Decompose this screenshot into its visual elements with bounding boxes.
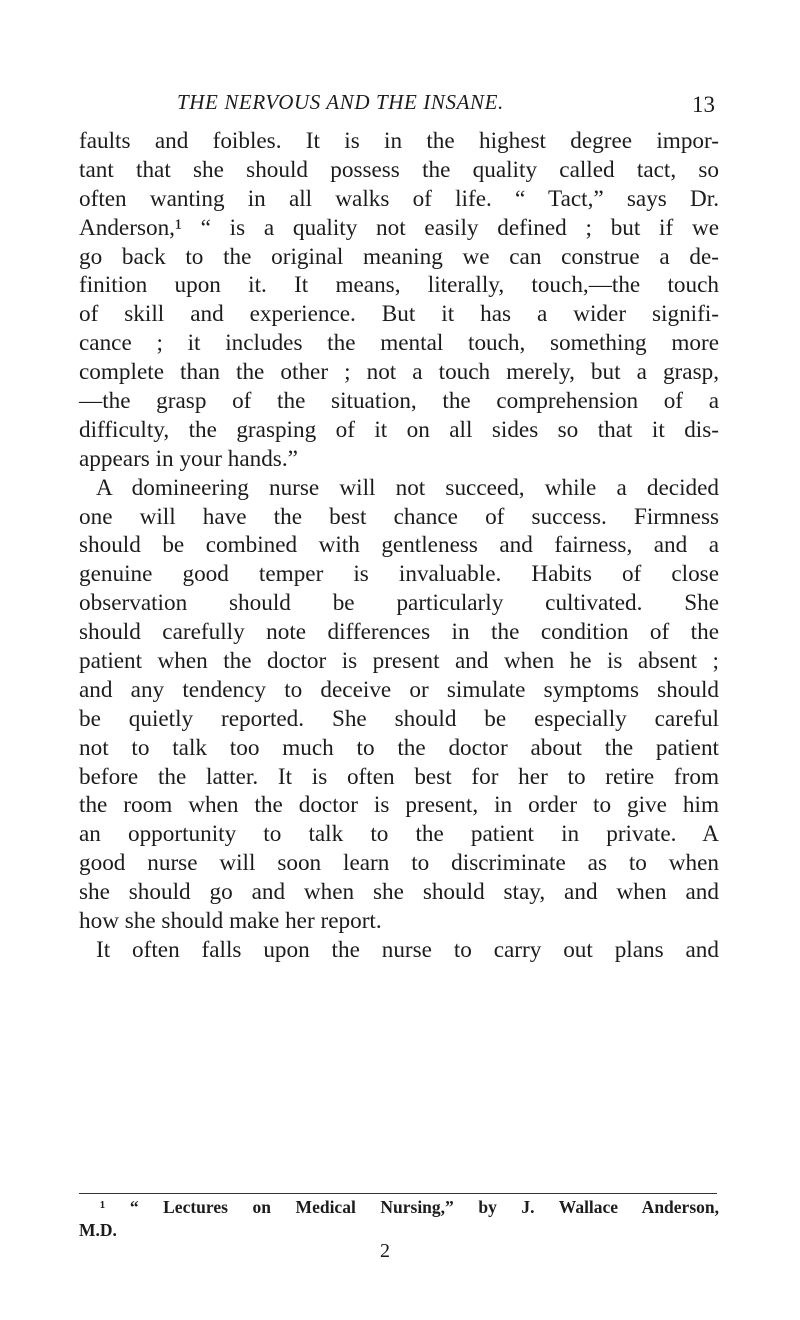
text-line: one will have the best chance of success. Firmness	[79, 503, 719, 530]
text-line: not to talk too much to the doctor about the patient	[79, 734, 719, 761]
text-line: should carefully note differences in the condition of the	[79, 619, 719, 646]
text-line: It often falls upon the nurse to carry out plans and	[96, 936, 719, 963]
text-line: should be combined with gentleness and fairness, and a	[79, 532, 719, 559]
text-line: cance ; it includes the mental touch, something more	[79, 330, 719, 357]
text-line: how she should make her report.	[79, 908, 382, 935]
text-line: faults and foibles. It is in the highest degree impor-	[79, 128, 719, 154]
text-line: the room when the doctor is present, in order to give him	[79, 792, 719, 819]
footnote-line: M.D.	[79, 1220, 117, 1240]
text-line: —the grasp of the situation, the comprehension of a	[79, 388, 719, 415]
text-line: good nurse will soon learn to discriminate as to when	[79, 850, 719, 877]
text-line: A domineering nurse will not succeed, while a decided	[96, 474, 719, 501]
text-line: complete than the other ; not a touch merely, but a grasp,	[79, 359, 719, 386]
text-line: appears in your hands.”	[79, 445, 298, 472]
text-line: finition upon it. It means, literally, touch,—the touch	[79, 272, 719, 299]
text-line: patient when the doctor is present and when he is absent ;	[79, 648, 719, 675]
signature-mark: 2	[380, 1240, 390, 1262]
text-line: difficulty, the grasping of it on all sides so that it dis-	[79, 416, 719, 443]
text-line: go back to the original meaning we can construe a de-	[79, 243, 719, 270]
text-line: often wanting in all walks of life. “ Tact,” says Dr.	[79, 185, 719, 212]
text-line: genuine good temper is invaluable. Habits of close	[79, 561, 719, 588]
text-line: Anderson,¹ “ is a quality not easily defined ; but if we	[79, 214, 719, 241]
body-text	[79, 127, 719, 965]
text-line: of skill and experience. But it has a wider signifi-	[79, 301, 719, 328]
text-line: observation should be particularly cultivated. She	[79, 590, 719, 617]
text-line: she should go and when she should stay, and when and	[79, 879, 719, 906]
running-head	[79, 90, 717, 124]
footnote	[79, 1196, 719, 1242]
footnote-divider	[79, 1193, 717, 1194]
text-line: tant that she should possess the quality called tact, so	[79, 156, 719, 183]
text-line: be quietly reported. She should be especially careful	[79, 705, 719, 732]
page-number: 13	[692, 92, 715, 117]
text-line: before the latter. It is often best for her to retire from	[79, 763, 719, 790]
text-line: and any tendency to deceive or simulate symptoms should	[79, 676, 719, 703]
text-line: an opportunity to talk to the patient in private. A	[79, 821, 719, 848]
running-title: THE NERVOUS AND THE INSANE.	[177, 90, 504, 114]
footnote-line: ¹ “ Lectures on Medical Nursing,” by J. Wallace Anderson,	[100, 1197, 719, 1217]
